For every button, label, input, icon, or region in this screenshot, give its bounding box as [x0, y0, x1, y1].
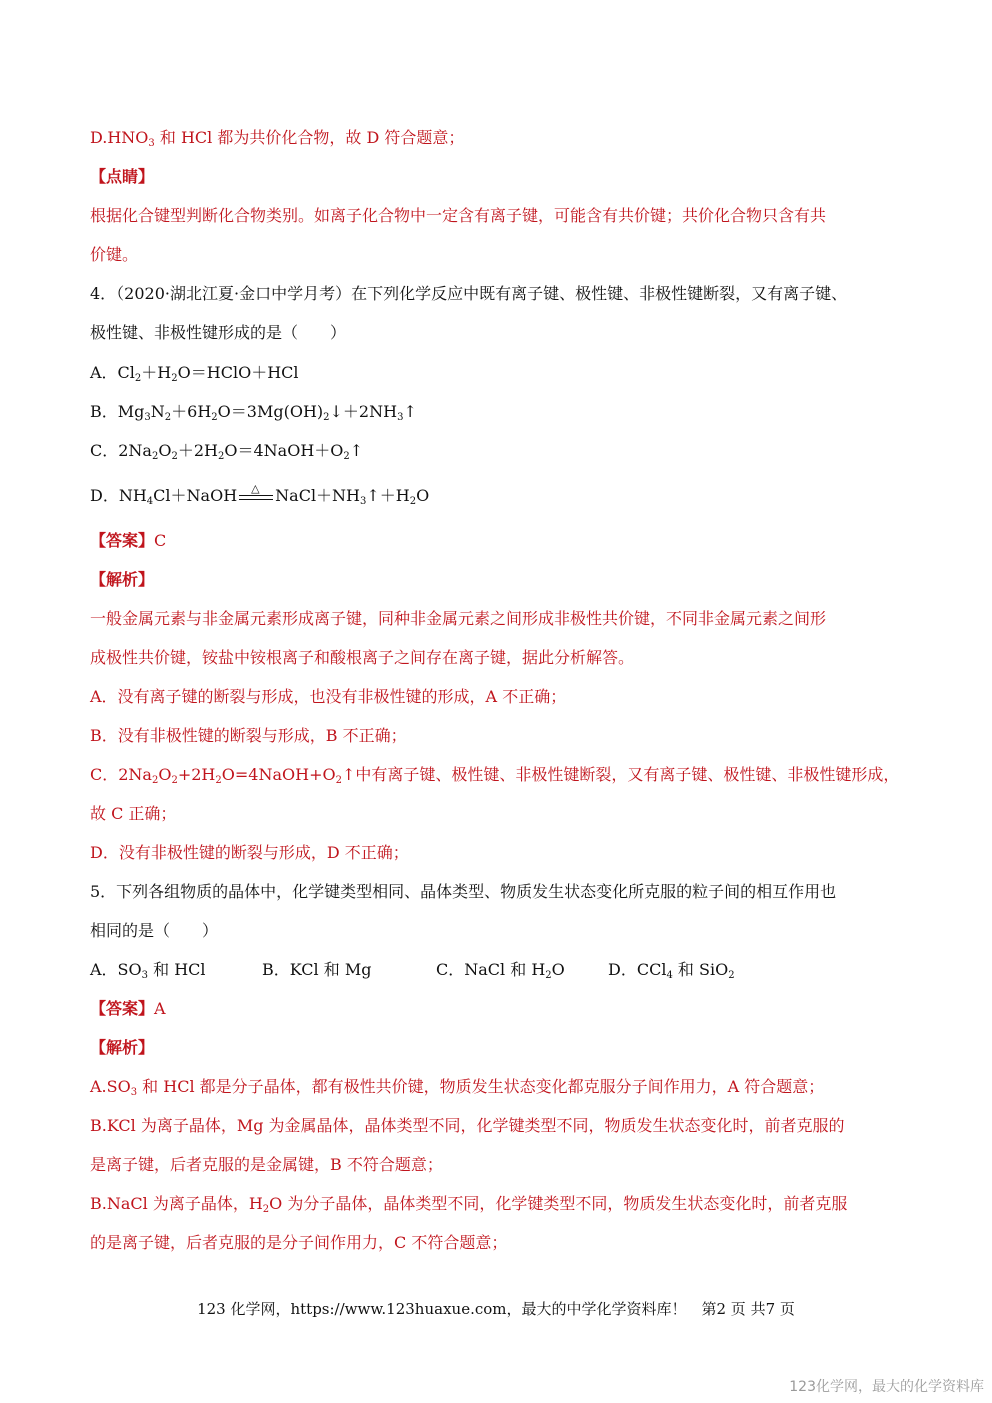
subscript: 2 — [323, 412, 330, 423]
subscript: 2 — [217, 451, 225, 462]
dianjing-line-2: 价键。 — [90, 245, 139, 264]
q5-stem-line-1: 5．下列各组物质的晶体中，化学键类型相同、晶体类型、物质发生状态变化所克服的粒子间的相互作用也 — [90, 882, 837, 901]
subscript: 2 — [151, 451, 159, 462]
text: D．CCl — [608, 960, 667, 979]
q4-explanation-c — [90, 763, 899, 787]
q4-explanation-b: B．没有非极性键的断裂与形成，B 不正确； — [90, 726, 407, 745]
text: B．Mg — [90, 402, 145, 421]
subscript: 3 — [141, 970, 149, 981]
text: D．NH — [90, 486, 147, 505]
subscript: 2 — [151, 775, 159, 786]
q4-jiexi-label: 【解析】 — [90, 570, 155, 589]
subscript: 2 — [262, 1204, 270, 1215]
text: 和 HCl — [148, 960, 206, 979]
page-footer: 123 化学网，https://www.123huaxue.com，最大的中学化学资料库！ 第2 页 共7 页 — [197, 1300, 795, 1318]
text: ＋6H — [171, 402, 212, 421]
subscript: 4 — [146, 496, 154, 507]
q5-explanation-b-line-2: 是离子键，后者克服的是金属键，B 不符合题意； — [90, 1155, 443, 1174]
text: O — [416, 486, 430, 505]
watermark: 123化学网，最大的化学资料库 — [789, 1379, 984, 1395]
heat-equals-sign — [239, 482, 273, 503]
subscript: 2 — [171, 373, 178, 384]
text: C．2Na — [90, 441, 152, 460]
text: +2H — [177, 765, 216, 784]
q5-jiexi-label: 【解析】 — [90, 1038, 155, 1057]
text: C．NaCl 和 H — [436, 960, 546, 979]
answer-value: A — [154, 999, 166, 1018]
text: A．SO — [90, 960, 142, 979]
q4-option-a — [90, 361, 299, 385]
text: A.SO — [90, 1077, 131, 1096]
delta-icon: △ — [251, 482, 260, 495]
q4-explanation-d: D．没有非极性键的断裂与形成，D 不正确； — [90, 843, 409, 862]
q3-option-d-explanation — [90, 126, 464, 150]
subscript: 3 — [144, 412, 151, 423]
text: 和 SiO — [672, 960, 729, 979]
subscript: 2 — [545, 970, 552, 981]
text: O＝4NaOH＋O — [224, 441, 344, 460]
q5-stem-line-2: 相同的是（ ） — [90, 921, 219, 940]
dianjing-line-1: 根据化合键型判断化合物类别。如离子化合物中一定含有离子键，可能含有共价键；共价化合物只含有共 — [90, 206, 827, 225]
q4-option-b — [90, 400, 417, 424]
q4-explanation-c-line-2: 故 C 正确； — [90, 804, 177, 823]
q5-explanation-c-line-1 — [90, 1192, 847, 1216]
q5-options — [90, 958, 735, 982]
q4-stem-line-1: 4．（2020·湖北江夏·金口中学月考）在下列化学反应中既有离子键、极性键、非极性键断裂，又有离子键、 — [90, 284, 848, 303]
q5-answer — [90, 997, 166, 1021]
q4-explanation-a: A．没有离子键的断裂与形成，也没有非极性键的形成，A 不正确； — [90, 687, 567, 706]
q4-option-c — [90, 439, 363, 463]
answer-label: 【答案】 — [90, 531, 155, 550]
q5-option-b — [262, 958, 436, 982]
q5-explanation-a — [90, 1075, 824, 1099]
subscript: 2 — [335, 775, 342, 786]
subscript: 2 — [728, 970, 735, 981]
text: A．Cl — [90, 363, 135, 382]
q5-option-d — [608, 958, 735, 982]
text: ↑中有离子键、极性键、非极性键断裂，又有离子键、极性键、非极性键形成， — [341, 765, 900, 784]
text: O＝3Mg(OH) — [217, 402, 324, 421]
q5-option-c — [436, 958, 608, 982]
text: O 为分子晶体，晶体类型不同，化学键类型不同，物质发生状态变化时，前者克服 — [269, 1194, 848, 1213]
subscript: 2 — [134, 373, 142, 384]
q4-stem-line-2: 极性键、非极性键形成的是（ ） — [90, 323, 347, 342]
subscript: 2 — [164, 412, 172, 423]
subscript: 4 — [666, 970, 673, 981]
q4-explanation-line-1: 一般金属元素与非金属元素形成离子键，同种非金属元素之间形成非极性共价键，不同非金属元素之间形 — [90, 609, 827, 628]
text: ↑＋H — [366, 486, 410, 505]
subscript: 3 — [148, 138, 155, 149]
text: O=4NaOH+O — [221, 765, 336, 784]
text: ↑ — [403, 402, 417, 421]
text: Cl＋NaOH — [153, 486, 238, 505]
q4-explanation-line-2: 成极性共价键，铵盐中铵根离子和酸根离子之间存在离子键，据此分析解答。 — [90, 648, 635, 667]
q4-option-d — [90, 484, 429, 508]
subscript: 2 — [215, 775, 222, 786]
text: B．KCl 和 Mg — [262, 960, 372, 979]
dianjing-label: 【点睛】 — [90, 167, 155, 186]
subscript: 2 — [171, 451, 178, 462]
text: 和 HCl 都为共价化合物，故 D 符合题意； — [154, 128, 465, 147]
text: O — [158, 441, 172, 460]
q5-explanation-b-line-1: B.KCl 为离子晶体，Mg 为金属晶体，晶体类型不同，化学键类型不同，物质发生状态变化时，前者克服的 — [90, 1116, 845, 1135]
text: O — [551, 960, 565, 979]
subscript: 2 — [409, 496, 417, 507]
q4-answer — [90, 529, 166, 553]
text: C．2Na — [90, 765, 152, 784]
text: O — [158, 765, 172, 784]
subscript: 3 — [397, 412, 404, 423]
text: NaCl＋NH — [275, 486, 361, 505]
text: ＋H — [141, 363, 172, 382]
text: 和 HCl 都是分子晶体，都有极性共价键，物质发生状态变化都克服分子间作用力，A 符合题意； — [137, 1077, 825, 1096]
subscript: 3 — [360, 496, 367, 507]
text: ↑ — [349, 441, 364, 460]
text: D.HNO — [90, 128, 149, 147]
text: ＋2H — [177, 441, 218, 460]
text: ↓＋2NH — [329, 402, 398, 421]
answer-value: C — [154, 531, 167, 550]
subscript: 2 — [171, 775, 178, 786]
text: O＝HClO＋HCl — [177, 363, 299, 382]
q5-explanation-c-line-2: 的是离子键，后者克服的是分子间作用力，C 不符合题意； — [90, 1233, 508, 1252]
subscript: 3 — [130, 1087, 138, 1098]
answer-label: 【答案】 — [90, 999, 155, 1018]
text: B.NaCl 为离子晶体，H — [90, 1194, 263, 1213]
q5-option-a — [90, 958, 262, 982]
text: N — [150, 402, 165, 421]
subscript: 2 — [211, 412, 218, 423]
subscript: 2 — [343, 451, 350, 462]
